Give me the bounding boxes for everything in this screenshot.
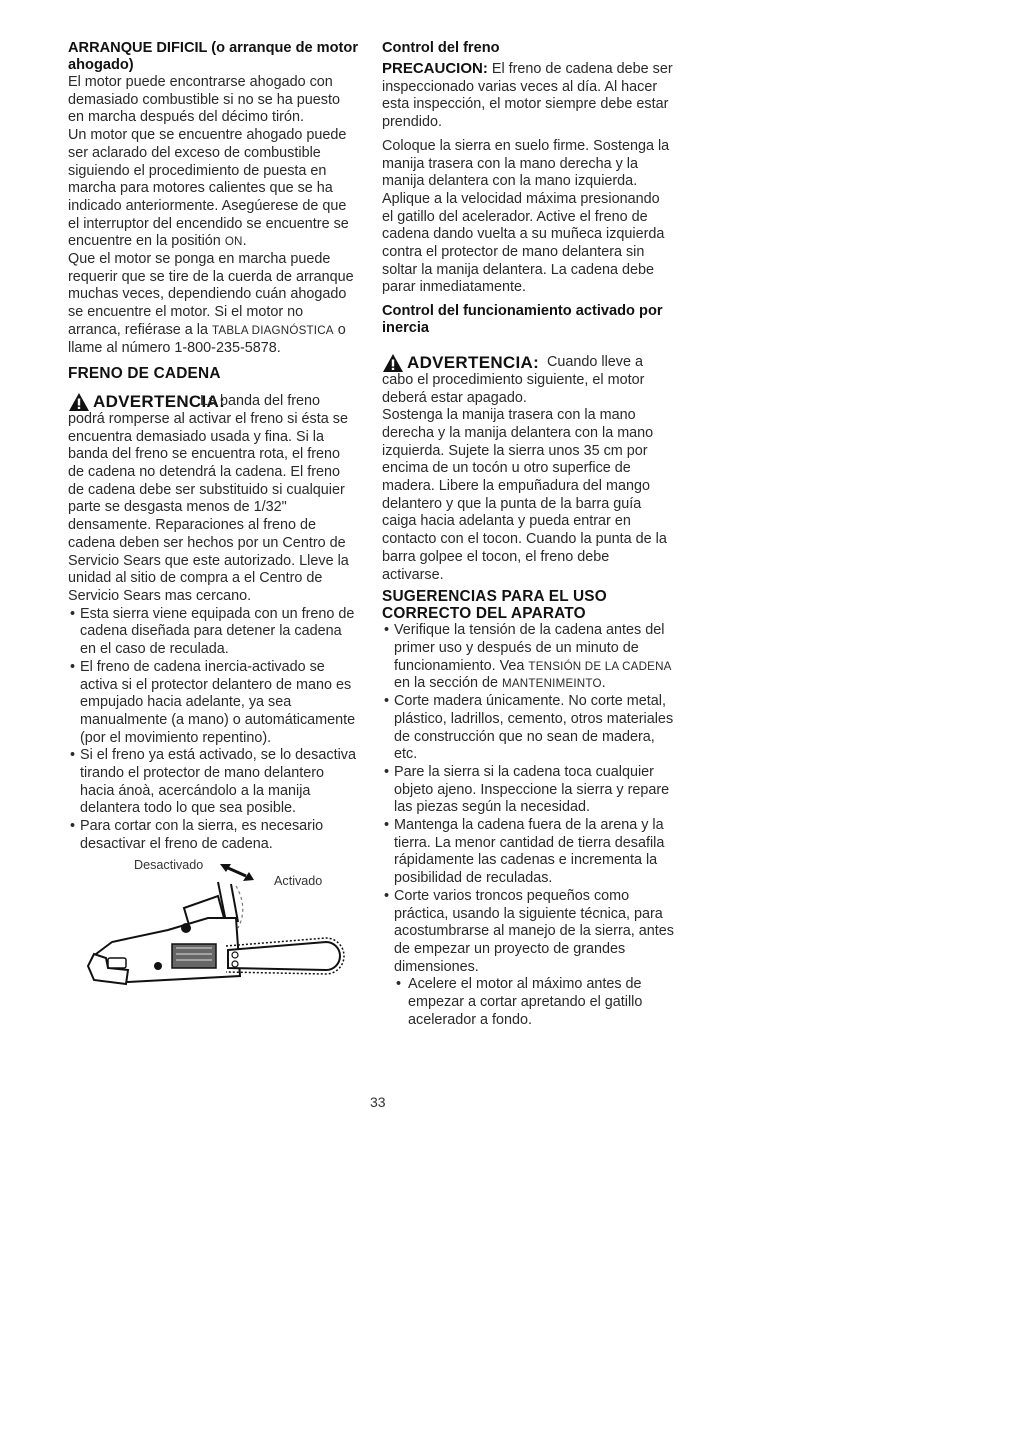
list-item: • Acelere el motor al máximo antes de empezar a cortar apretando el gatillo acelerador a fondo. bbox=[382, 976, 674, 1029]
warning-triangle-icon bbox=[382, 353, 404, 373]
chain-brake-bullets bbox=[68, 606, 358, 854]
chainsaw-illustration bbox=[68, 858, 358, 998]
list-item: • Corte varios troncos pequeños como práctica, usando la siguiente técnica, para acostumbrarse al manejo de la sierra, antes de empezar un proyecto de grandes dimensiones. bbox=[382, 888, 674, 977]
list-item: • Si el freno ya está activado, se lo desactiva tirando el protector de mano delantero hacia ánoà, acercándolo a la manija delantera todo lo que sea posible. bbox=[68, 747, 358, 818]
inertia-warning-text: Cuando lleve a cabo el procedimiento siguiente, el motor deberá estar apagado. bbox=[382, 354, 645, 406]
list-item: • Pare la sierra si la cadena toca cualquier objeto ajeno. Inspeccione la sierra y repare las piezas según la necesidad. bbox=[382, 764, 674, 817]
brake-control-heading: Control del freno bbox=[382, 40, 500, 56]
warning-label: ADVERTENCIA: bbox=[93, 392, 226, 412]
page-number: 33 bbox=[370, 1094, 386, 1110]
list-item: • Corte madera únicamente. No corte metal, plástico, ladrillos, cemento, otros materiales de construcción que no sean de madera, etc. bbox=[382, 693, 674, 764]
right-column bbox=[382, 40, 674, 1029]
hard-start-paragraph-3: Que el motor se ponga en marcha puede requerir que se tire de la cuerda de arranque muchas veces, dependiendo cuán ahogado se encuentre el motor. Si el motor no arranca, refiérase a la TABLA DIAGNÓSTICA o llame al número 1-800-235-5878. bbox=[68, 251, 354, 356]
figure-label-activated: Activado bbox=[274, 873, 323, 888]
tips-sub-bullets bbox=[382, 976, 674, 1029]
on-switch-label: ON bbox=[224, 235, 243, 249]
inertia-heading: Control del funcionamiento activado por inercia bbox=[382, 303, 663, 337]
brake-control-precaution: PRECAUCION: El freno de cadena debe ser inspeccionado varias veces al día. Al hacer esta inspección, el motor siempre debe estar prendido. bbox=[382, 60, 673, 131]
list-item: • Esta sierra viene equipada con un freno de cadena diseñada para detener la cadena en el caso de reculada. bbox=[68, 606, 358, 659]
inertia-paragraph: Sostenga la manija trasera con la mano derecha y la manija delantera con la mano izquierda. Sujete la sierra unos 35 cm por encima de un tocón u otro superfice de madera. Libere la empuñadura del mango delantero y que la punta de la barra guía caiga hacia adelanta y pueda entrar en contacto con el tocon. Cuando la punta de la barra golpee el tocon, el freno debe activarse. bbox=[382, 407, 667, 583]
hard-start-paragraph-2: Un motor que se encuentre ahogado puede ser aclarado del exceso de combustible siguiendo el procedimiento de puesta en marcha para motores calientes que se ha indicado anteriormente. Asegúerese de que el interruptor del encendido se encuentre se encuentre en la positión ON. bbox=[68, 127, 349, 250]
list-item: • Mantenga la cadena fuera de la arena y la tierra. La menor cantidad de tierra desafila rápidamente las cadenas e incrementa la posibilidad de reculadas. bbox=[382, 817, 674, 888]
warning-label: ADVERTENCIA: bbox=[407, 353, 540, 373]
left-column bbox=[68, 40, 358, 998]
brake-control-paragraph: Coloque la sierra en suelo firme. Sostenga la manija trasera con la mano derecha y la manija delantera con la mano izquierda. Aplique a la velocidad máxima presionando el gatillo del acelerador. Active el freno de cadena dando vuelta a su muñeca izquierda contra el protector de mano delantera sin soltar la manija delantera. La cadena debe parar inmediatamente. bbox=[382, 137, 670, 296]
chain-brake-warning-text: La banda del freno podrá romperse al activar el freno si ésta se encuentra demasiado usada y fina. Si la banda del freno se encuentra rota, el freno de cadena no detendrá la cadena. El freno de cadena debe ser substituido si cualquier parte se desgasta menos de 1/32" densamente. Reparaciones al freno de cadena deben ser hechos por un Centro de Servicio Sears que este autorizado. Lleve la unidad al sitio de compra a el Centro de Servicio Sears mas cercano. bbox=[68, 393, 349, 604]
diagnostic-table-ref: TABLA DIAGNÓSTICA bbox=[211, 323, 334, 337]
precaution-label: PRECAUCION: bbox=[382, 60, 488, 77]
chain-brake-heading: FRENO DE CADENA bbox=[68, 365, 221, 383]
chain-brake-figure bbox=[68, 858, 358, 998]
list-item: • El freno de cadena inercia-activado se activa si el protector delantero de mano es empujado hacia adelante, ya sea manualmente (a mano) o automáticamente (por el movimiento repentino). bbox=[68, 659, 358, 748]
hard-start-paragraph-1: El motor puede encontrarse ahogado con demasiado combustible si no se ha puesto en marcha después del décimo tirón. bbox=[68, 74, 340, 126]
list-item: • Verifique la tensión de la cadena antes del primer uso y después de un minuto de funcionamiento. Vea TENSIÓN DE LA CADENA en la sección de MANTENIMEINTO. bbox=[382, 622, 674, 693]
list-item: • Para cortar con la sierra, es necesario desactivar el freno de cadena. bbox=[68, 818, 358, 853]
hard-start-heading: ARRANQUE DIFICIL (o arranque de motor ahogado) bbox=[68, 40, 359, 73]
tips-heading: SUGERENCIAS PARA EL USO CORRECTO DEL APARATO bbox=[382, 588, 607, 623]
warning-triangle-icon bbox=[68, 392, 90, 412]
maintenance-ref: MANTENIMEINTO bbox=[502, 677, 602, 691]
tips-bullets bbox=[382, 622, 674, 976]
figure-label-deactivated: Desactivado bbox=[134, 857, 204, 872]
brake-direction-arrow-icon bbox=[220, 864, 254, 881]
chain-tension-ref: TENSIÓN DE LA CADENA bbox=[528, 659, 672, 673]
